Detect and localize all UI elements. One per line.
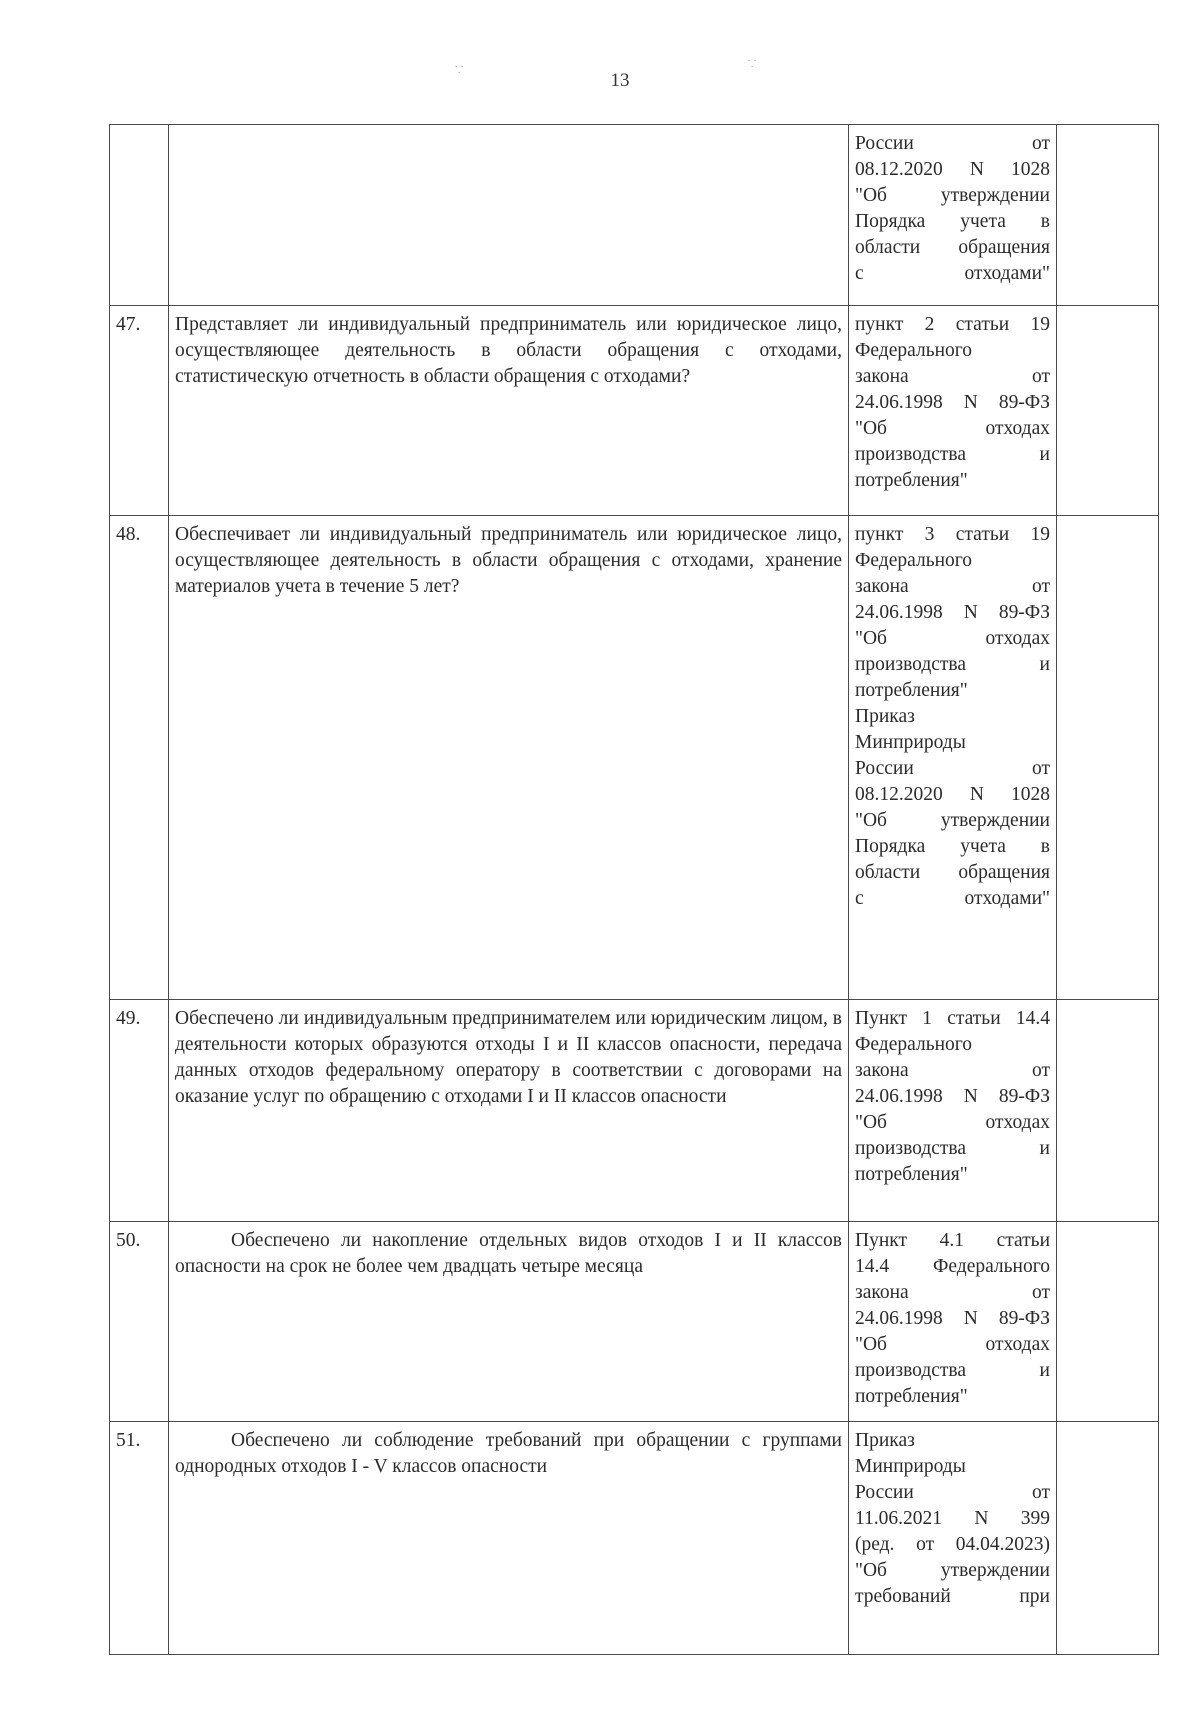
reference-line: Пункт 4.1 статьи — [855, 1230, 1050, 1251]
table-row — [110, 125, 1159, 306]
row-number: 51. — [110, 1422, 169, 1655]
row-number: 50. — [110, 1222, 169, 1422]
question-text: Представляет ли индивидуальный предприниматель или юридическое лицо, осуществляющее деятельность в области обращения с отходами, статистическую отчетность в области обращения с отходами? — [169, 306, 849, 516]
reference-line: Минприроды — [855, 1456, 966, 1477]
reference-line: Приказ — [855, 1430, 915, 1451]
table-row — [110, 306, 1159, 516]
reference-line: Минприроды — [855, 732, 966, 753]
reference-line: 24.06.1998 N 89-ФЗ — [855, 602, 1050, 623]
reference-line: Федерального — [855, 550, 973, 571]
scan-speck: ⸪ — [455, 65, 464, 76]
reference-line: Федерального — [855, 1034, 973, 1055]
reference-line: пункт 3 статьи 19 — [855, 524, 1050, 545]
reference-line: производства и — [855, 654, 1050, 675]
table-row — [110, 516, 1159, 1000]
scan-speck: ⸪ — [748, 59, 757, 70]
reference-line: России от — [855, 133, 1050, 154]
reference-line: области обращения — [855, 862, 1050, 883]
reference-line: потребления" — [855, 470, 968, 491]
reference-line: "Об утверждении — [855, 1560, 1050, 1581]
table-row — [110, 1222, 1159, 1422]
reference-line: Пункт 1 статьи 14.4 — [855, 1008, 1050, 1029]
reference-line: 24.06.1998 N 89-ФЗ — [855, 1308, 1050, 1329]
reference-line: Порядка учета в — [855, 836, 1050, 857]
reference-line: потребления" — [855, 1164, 968, 1185]
reference-line: "Об отходах — [855, 1112, 1050, 1133]
empty-cell — [1057, 1222, 1159, 1422]
reference-line: Приказ — [855, 706, 915, 727]
row-number — [110, 125, 169, 306]
reference-line: России от — [855, 1482, 1050, 1503]
page-number: 13 — [610, 70, 630, 91]
legal-reference — [849, 1422, 1057, 1655]
question-text: Обеспечено ли соблюдение требований при обращении с группами однородных отходов I - V классов опасности — [169, 1422, 849, 1655]
reference-line: "Об утверждении — [855, 185, 1050, 206]
empty-cell — [1057, 306, 1159, 516]
table-row — [110, 1000, 1159, 1222]
reference-line: 24.06.1998 N 89-ФЗ — [855, 392, 1050, 413]
table-row — [110, 1422, 1159, 1655]
reference-line: (ред. от 04.04.2023) — [855, 1534, 1050, 1555]
reference-line: потребления" — [855, 1386, 968, 1407]
row-number: 48. — [110, 516, 169, 1000]
question-text: Обеспечивает ли индивидуальный предприниматель или юридическое лицо, осуществляющее деятельность в области обращения с отходами, хранение материалов учета в течение 5 лет? — [169, 516, 849, 1000]
reference-line: пункт 2 статьи 19 — [855, 314, 1050, 335]
reference-line: "Об отходах — [855, 628, 1050, 649]
reference-line: производства и — [855, 444, 1050, 465]
reference-line: "Об утверждении — [855, 810, 1050, 831]
reference-line: Федерального — [855, 340, 973, 361]
legal-reference — [849, 306, 1057, 516]
reference-line: закона от — [855, 576, 1050, 597]
reference-line: "Об отходах — [855, 1334, 1050, 1355]
reference-line: 08.12.2020 N 1028 — [855, 159, 1050, 180]
reference-line: производства и — [855, 1138, 1050, 1159]
reference-line: Порядка учета в — [855, 211, 1050, 232]
empty-cell — [1057, 125, 1159, 306]
empty-cell — [1057, 1000, 1159, 1222]
row-number: 49. — [110, 1000, 169, 1222]
reference-line: потребления" — [855, 680, 968, 701]
reference-line: с отходами" — [855, 888, 1050, 909]
reference-line: России от — [855, 758, 1050, 779]
reference-line: "Об отходах — [855, 418, 1050, 439]
empty-cell — [1057, 516, 1159, 1000]
reference-line: 11.06.2021 N 399 — [855, 1508, 1050, 1529]
reference-line: 24.06.1998 N 89-ФЗ — [855, 1086, 1050, 1107]
checklist-table — [109, 124, 1159, 1655]
question-text: Обеспечено ли накопление отдельных видов отходов I и II классов опасности на срок не более чем двадцать четыре месяца — [169, 1222, 849, 1422]
legal-reference — [849, 125, 1057, 306]
reference-line: 14.4 Федерального — [855, 1256, 1050, 1277]
reference-line: закона от — [855, 1060, 1050, 1081]
reference-line: закона от — [855, 1282, 1050, 1303]
reference-line: закона от — [855, 366, 1050, 387]
question-text — [169, 125, 849, 306]
reference-line: производства и — [855, 1360, 1050, 1381]
reference-line: требований при — [855, 1586, 1050, 1607]
question-text: Обеспечено ли индивидуальным предпринимателем или юридическим лицом, в деятельности которых образуются отходы I и II классов опасности, передача данных отходов федеральному оператору в соответствии с договорами на оказание услуг по обращению с отходами I и II классов опасности — [169, 1000, 849, 1222]
row-number: 47. — [110, 306, 169, 516]
empty-cell — [1057, 1422, 1159, 1655]
legal-reference — [849, 1000, 1057, 1222]
reference-line: области обращения — [855, 237, 1050, 258]
legal-reference — [849, 516, 1057, 1000]
reference-line: 08.12.2020 N 1028 — [855, 784, 1050, 805]
legal-reference — [849, 1222, 1057, 1422]
reference-line: с отходами" — [855, 263, 1050, 284]
